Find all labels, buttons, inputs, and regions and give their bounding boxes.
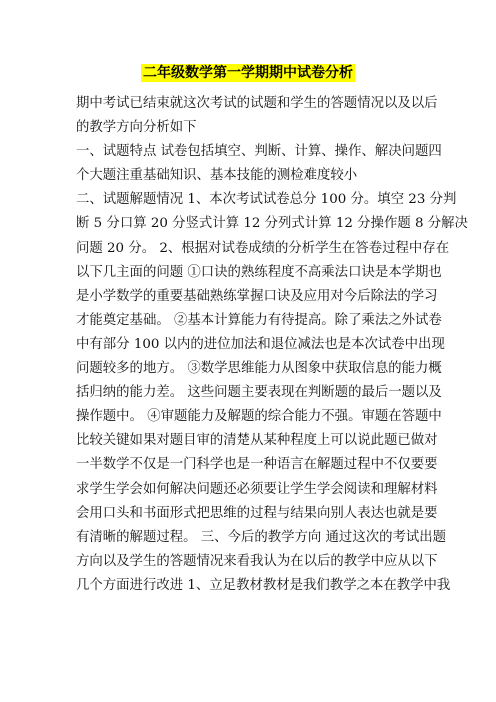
body-line: 才能奠定基础。 ②基本计算能力有待提高。除了乘法之外试卷: [76, 312, 442, 328]
body-line: 以下几主面的问题 ①口诀的熟练程度不高乘法口诀是本学期也: [76, 264, 442, 280]
body-line: 会用口头和书面形式把思维的过程与结果向别人表达也就是要: [76, 505, 438, 521]
body-line: 问题较多的地方。 ③数学思维能力从图象中获取信息的能力概: [76, 361, 442, 377]
body-line: 一、试题特点 试卷包括填空、判断、计算、操作、解决问题四: [76, 144, 442, 160]
document-body: [76, 92, 468, 598]
body-line: 括归纳的能力差。 这些问题主要表现在判断题的最后一题以及: [76, 385, 442, 401]
body-line: 方向以及学生的答题情况来看我认为在以后的教学中应从以下: [76, 553, 438, 569]
body-line: 求学生学会如何解决问题还必须要让学生学会阅读和理解材料: [76, 481, 438, 497]
body-line: 一半数学不仅是一门科学也是一种语言在解题过程中不仅要要: [76, 457, 438, 473]
body-line: 中有部分 100 以内的进位加法和退位减法也是本次试卷中出现: [76, 336, 445, 352]
document-title: 二年级数学第一学期期中试卷分析: [143, 65, 353, 81]
body-line: 的教学方向分析如下: [76, 120, 197, 136]
body-line: 期中考试已结束就这次考试的试题和学生的答题情况以及以后: [76, 96, 438, 111]
body-line: 二、试题解题情况 1、本次考试试卷总分 100 分。填空 23 分判: [76, 192, 457, 208]
body-line: 问题 20 分。 2、根据对试卷成绩的分析学生在答卷过程中存在: [76, 240, 450, 256]
body-line: 几个方面进行改进 1、立足教材教材是我们教学之本在教学中我: [76, 577, 451, 593]
body-line: 个大题注重基础知识、基本技能的测检难度较小: [76, 168, 358, 184]
body-line: 操作题中。 ④审题能力及解题的综合能力不强。审题在答题中: [76, 409, 442, 425]
body-line: 断 5 分口算 20 分竖式计算 12 分列式计算 12 分操作题 8 分解决: [76, 216, 468, 232]
title-container: [0, 64, 496, 82]
body-line: 是小学数学的重要基础熟练掌握口诀及应用对今后除法的学习: [76, 288, 438, 304]
body-line: 比较关键如果对题目审的清楚从某种程度上可以说此题已做对: [76, 433, 438, 449]
body-line: 有清晰的解题过程。 三、今后的教学方向 通过这次的考试出题: [76, 529, 447, 545]
